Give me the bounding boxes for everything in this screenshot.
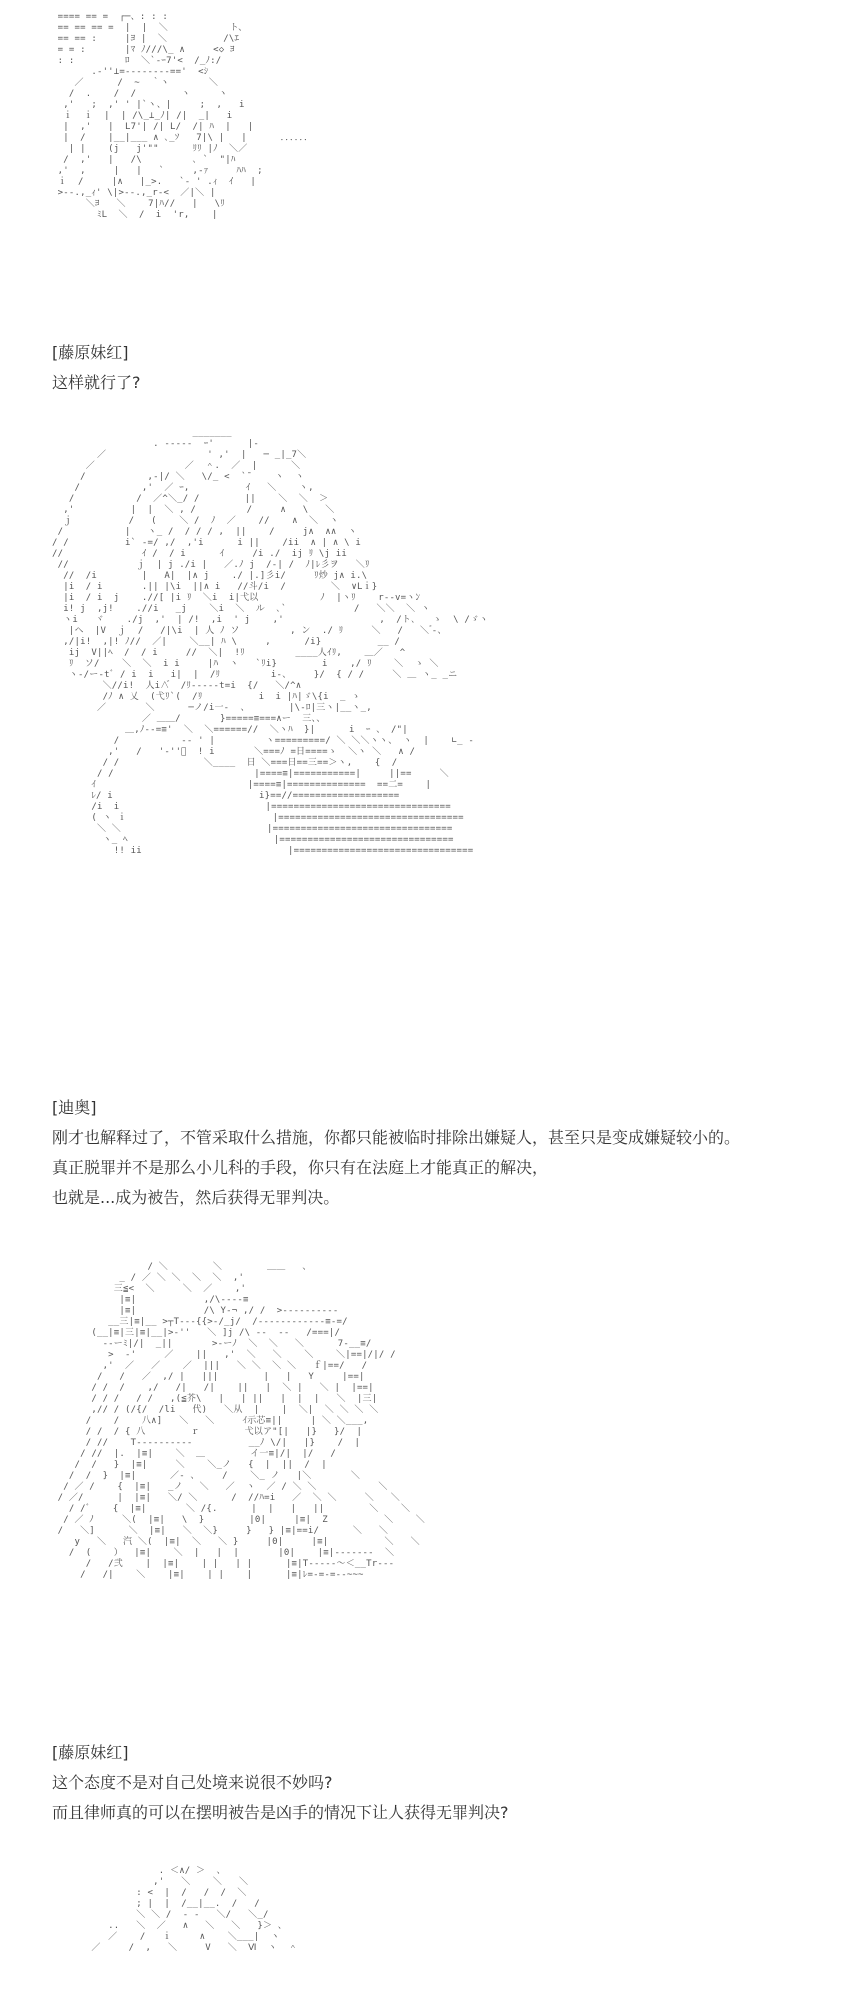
speaker-name: [藤原妹红] [52, 343, 129, 362]
dialogue-line: 而且律师真的可以在摆明被告是凶手的情况下让人获得无罪判决? [52, 1803, 509, 1822]
dialogue-line: 刚才也解释过了，不管采取什么措施，你都只能被临时排除出嫌疑人，甚至只是变成嫌疑较小的。 [52, 1128, 741, 1147]
speaker-name: [藤原妹红] [52, 1743, 129, 1762]
dialogue-line: 真正脱罪并不是那么小儿科的手段，你只有在法庭上才能真正的解决， [52, 1158, 549, 1177]
dialogue-line: 也就是...成为被告，然后获得无罪判决。 [52, 1188, 340, 1207]
ascii-art-dio: _______ . ----- ｰ' |‐ ／ ' ,' | ─ _|_7＼ ／ ／ ＾. ／ | ＼ / ,-|/ ＼ \/_ < `¯ ヽ ヽ / ,' ／ ｰ, ｲ ＼ ヽ, / / ／^＼_/ / || ＼ ＼ ＞ ,' | | ＼ , / / ∧ \ ＼ ｊ / ( ＼ / ﾉ ／ // ∧ ＼ ヽ / | ヽ_ / / / / , || / j∧ ∧∧ ヽ / / i` -=/ ,/ ,'i i || /ii ∧ | ∧ \ i // ｲ / / i ｲ /i ./ ij ﾘ \j ii // ｊ | j ./i | ／.ﾉ j /-| / ﾉ|ﾚ彡ヲ ＼ﾘ // /i | A| |∧ j ./ |.]彡i/ ﾘ炒 j∧ i.\ |i / i .|| |\i ||∧ i //斗/i / ＼ ∨Lｉ} |i / i j .//[ |i ﾘ ＼i i|弋以 ﾉ |ヽﾘ r--v=ヽﾝ i! j ,j! .//i _j ＼i ＼ ル ､` / ＼＼ ＼ ヽ ヽi ヾ ./j ,' | /! ,i ' j ,' , /ト､ ゝ \ /ゞヽ |ヘ |V ｊ / /|\i | 人 ﾉ ソ , ン ./ ﾘ ＼ / ＼ ゙‐、 ,/|i! ,|! ﾉ// ／| ＼__| ﾊ \ , /i} __ / ij V||ﾍ / / i // ＼| !ﾘ ____人ｲﾘ, ＿／ ^ ﾘ ソ/ ＼ ＼ i i |ﾊ ヽ `ﾘi} i ,/ ﾘ ＼ ゝ ＼ ヽ-/ー‐tﾞ / i i i| | /ﾘ i-、 }/ { / / ＼ ＿ ヽ_ _ニ ＼//i! 人i∧゙ /ﾘ-----t=i {/ ＼/^∧ /ﾉ ∧ 乂 (弋ﾘ`( /ﾘ i i |ﾊ|ゞ\{i _ ゝ ／ ＼ ─ノ/i一- 、 |\-ﾛ|三ヽ|__ヽ_, ／ ＿＿/ }=====≡===∧ー 三、、 ＿,ﾉ-‐=≡' ＼ ＼======// ＼ヽﾊ }| i ｰ 、 /"| / -- ' | ヽ=========/ ＼ ＼＼ヽヽ、 ヽ | ∟_ - ,' / '-''゙ ! i ＼===ﾉ =日====ゝ ＼ヽ ＼ ∧ / / / ＼____ 日 ＼===日==三==＞ヽ, { / / / |====≡|===========| ||== ＼ ｲ |====≡|============== ==二= | ﾚ/ i i}==//=================== /i i |================================ ( ヽ ｉ |================================= ＼ ＼ |================================ ヽ_ ﾍ |=============================== !! ii |================================ [52, 428, 489, 856]
dialogue-line: 这个态度不是对自己处境来说很不妙吗? [52, 1773, 333, 1792]
ascii-art-mokou-1: ==== == = ┌─、: : : == == == = | | ＼ ト、 == == : |ﾖ | ＼ /\ｴ = = : |ﾏ ﾉ///\_ ∧ <◇ ﾖ : : ﾛ ＼`-ｰ7'< /_ﾉ:/ .-''⊥=----‐-‐‐==' <ｼ ／ / ~ ｀ヽ ＼ / . / / ヽ ヽ ,' ; ,' ' |`ヽ、| ; , i ｉ ｉ | | /\_⊥_ﾉ| /| _| i | ,' | L7'| /| L/ /| ﾊ | | | / |__|___ ∧ ､_ｿ 7|\ | | ．．．．．． | | (j j'"" ﾘﾘ |ﾉ ＼／ / ,' | /\ ､ ` "|ﾊ ,' , | | ` ,-ｧ ﾊﾊ ; ｉ / |∧ |_>. `- ' .ｨ ｲ | >--.,_ｨ' \|>--.,_r-< ／|＼ | ＼ﾖ ＼ 7|ﾊ// | \ﾘ ﾐL ＼ / i 'r, | [57, 12, 314, 220]
speaker-name: [迪奥] [52, 1098, 97, 1117]
dialogue-line: 这样就行了? [52, 373, 141, 392]
ascii-art-partial: . ＜∧/ ＞ 、 ,' ＼ ＼ ＼ : < | / / / ＼ ; | | /__|__. / / ＼ ＼ / ‐ - ＼/ ＼_/ .. ＼ ／ ∧ ＼ ＼ }＞ 、 ／ / ｉ ∧ ＼___| ヽ ／ / , ＼ V ＼ Ⅵ ヽ ＾ [91, 1866, 298, 1953]
ascii-art-mokou-2: / ＼ ＼ ＿＿ 、 _ / ／ ＼ ＼ ＼ ＼ ,' 三≦< ＼ ＼ ／ ,' |≡| ,/\--‐‐≡ |≡| /\ Y-¬ ,/ / >---------- __三|≡|__ >┬T---{{>-/_j/ /------------≡-=/ (__|≡|三|≡|__|>-'' ＼ ]j /\ ‐‐ ‐‐ /===|/ ‐-ーﾐ|/| _|| >-ーﾉ ＼ ＼ ＼ 7-__≡/ > ‐' ／ || ,' ＼ ＼ ＼ ＼|==|/|/ / ,' ／ ／ ／ ||| ＼ ＼ ＼ ＼ ｆ|==/ / / / ／ ,/ | ||| | | Y |==| / / / ,/ /| /| || | ＼ | ＼ | |==| / / / / / ,(≦芥\ | | || | | | ＼ |三| ,// / (/{/ /li 代) ＼从 | | ＼| ＼ ＼ ＼ ＼ / / 八∧] ＼ ＼ ｲ示芯≡|| | ＼ ＼___, / / / { 八 ｒ 弋以ア"[| |} }/ | / // T---‐‐‐‐‐‐‐ __ﾉ \/| |} / | / // |. |≡| ＼ ＿ イ一≡|/| |/ / / / } |≡| ＼ ＼_ノ { | || / | / / } |≡| ／‐ 、 / ＼_ ノ |＼ ＼ / ／ / { |≡| _ノ ＼ ／ ヽ ／ / ＼ ＼ ＼ / ／/ | |≡| ＼/ ＼ / //ﾊ=i ／ ＼ ＼ ＼ ＼ / /ﾞ { |≡| ＼ /{. | | | || ＼ ＼ / ／ ﾉ ＼( |≡| \ } |0| |≡| Z ＼ ＼ / ＼] ＼ |≡| ＼ ＼} } } |≡|==i/ ＼ ＼ y ＼ 汽 ＼( |≡| ＼ ＼ } |0| |≡| ＼ ＼ / ( ） |≡| ＼ | | | |0| |≡|-‐‐-‐-‐ ＼ / /弐 | |≡| | | | | |≡|T--‐--～＜__Tr--- / /| ＼ |≡| | | | |≡|ﾚ=‐=‐=‐‐~~~ [57, 1262, 425, 1580]
